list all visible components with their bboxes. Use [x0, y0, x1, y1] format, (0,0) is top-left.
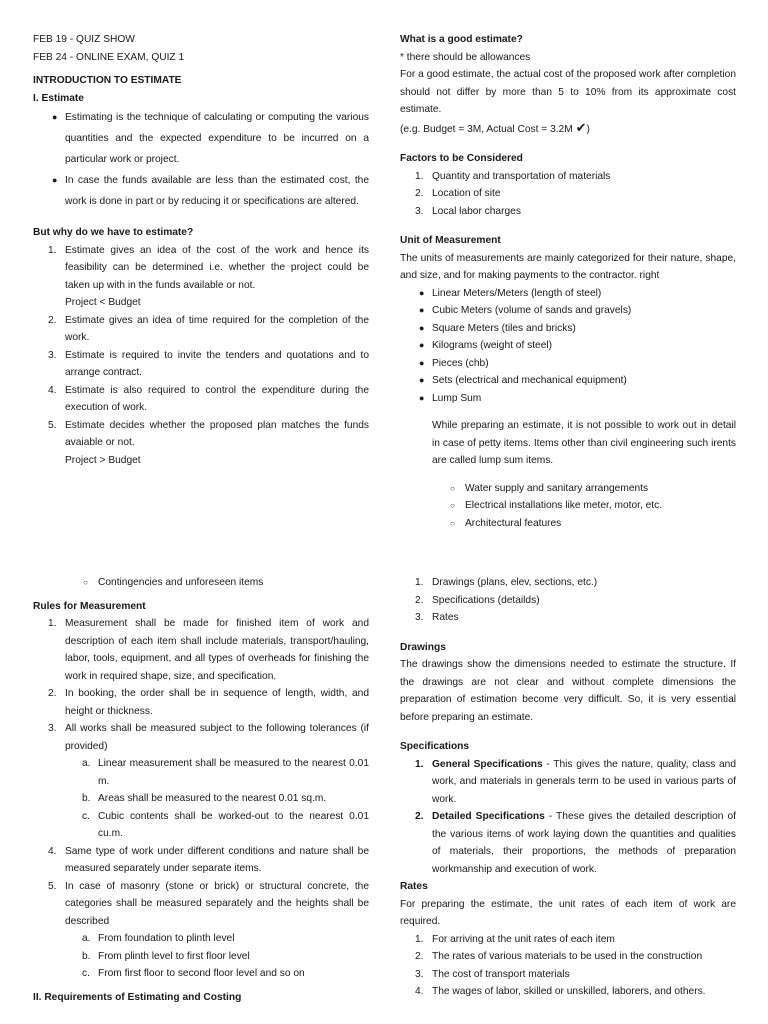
list-item: ○ Water supply and sanitary arrangements	[400, 480, 736, 498]
bullet-icon: ●	[52, 175, 58, 185]
list-item: 2. Estimate gives an idea of time required for the completion of the work.	[48, 314, 369, 343]
list-item: a. From foundation to plinth level	[82, 933, 235, 944]
specifications-list	[400, 756, 736, 879]
requirements-title: II. Requirements of Estimating and Costing	[33, 991, 242, 1003]
carry-list	[33, 574, 369, 592]
header-line: FEB 19 - QUIZ SHOW	[33, 34, 135, 45]
list-item: c. Cubic contents shall be worked-out to the nearest 0.01 cu.m.	[82, 810, 369, 839]
heights-list	[65, 930, 369, 983]
list-item: ● Sets (electrical and mechanical equipment)	[400, 372, 736, 390]
rates-list	[400, 931, 736, 1001]
bullet-icon: ●	[419, 305, 425, 315]
header-line: FEB 24 - ONLINE EXAM, QUIZ 1	[33, 51, 185, 63]
bullet-icon: ●	[52, 112, 58, 122]
list-item: 3. Estimate is required to invite the tenders and quotations and to arrange contract.	[48, 349, 369, 378]
list-item: 3. Local labor charges	[415, 205, 521, 217]
list-item: 1. General Specifications - This gives the nature, quality, class and work, and materials in generals term to be used in various parts of work.	[415, 758, 736, 805]
list-item: 2. Detailed Specifications - These gives the detailed description of the various items of work laying down the quantities and qualities of materials, their proportions, the methods of preparation workmanship and execution of work.	[415, 811, 736, 875]
list-item: ○ Electrical installations like meter, motor, etc.	[400, 497, 736, 515]
rates-title: Rates	[400, 881, 428, 892]
list-item: 4. Estimate is also required to control the expenditure during the execution of work.	[48, 384, 369, 413]
list-item: ● Cubic Meters (volume of sands and gravels)	[400, 302, 736, 320]
why-title: But why do we have to estimate?	[33, 227, 194, 238]
list-item: 3. The cost of transport materials	[415, 968, 570, 980]
unit-title: Unit of Measurement	[400, 235, 501, 246]
list-item: b. Areas shall be measured to the nearest 0.01 sq.m.	[82, 793, 327, 804]
bullet-icon: ●	[419, 375, 425, 385]
list-item: ● Estimating is the technique of calculating or computing the various quantities and the expected expenditure to be incurred on a particular work or project.	[33, 107, 369, 170]
why-list	[33, 242, 369, 470]
bullet-icon: ●	[419, 287, 425, 298]
list-item: ○ Architectural features	[400, 515, 736, 533]
list-item: ● Linear Meters/Meters (length of steel)	[400, 285, 736, 303]
good-estimate-example: (e.g. Budget = 3M, Actual Cost = 3.2M ✔)	[400, 119, 590, 135]
rules-list	[33, 615, 369, 983]
rates-text: For preparing the estimate, the unit rates of each item of work are required.	[400, 898, 736, 927]
list-item: 1. Estimate gives an idea of the cost of the work and hence its feasibility can be determined i.e. whether the project could be taken up with in the funds available or not. Project < Budget	[33, 242, 369, 312]
bottom-left-column	[33, 574, 369, 1006]
good-estimate-text: For a good estimate, the actual cost of the proposed work after completion should not differ by more than 5 to 10% from its approximate cost estimate.	[400, 69, 736, 115]
item-note: Project < Budget	[65, 297, 141, 308]
bullet-icon: ●	[419, 322, 425, 333]
list-item: 5. In case of masonry (stone or brick) or structural concrete, the categories shall be measured separately and the heights shall be described a. From foundation to plinth level b. From plinth level to first floor level c. From first floor to second floor level and so on	[33, 878, 369, 983]
circle-bullet-icon: ○	[450, 518, 455, 528]
list-item: ○ Contingencies and unforeseen items	[33, 574, 369, 592]
lump-sum-text: While preparing an estimate, it is not possible to work out in detail in case of petty items. Items other than civil engineering such irents are called lump sum items.	[432, 420, 736, 467]
list-item: 4. The wages of labor, skilled or unskilled, laborers, and others.	[415, 986, 706, 997]
list-item: 2. Location of site	[415, 188, 501, 199]
lump-sum-list	[400, 480, 736, 533]
bullet-icon: ●	[419, 357, 425, 368]
top-right-column	[400, 31, 736, 532]
estimate-bullet-list	[33, 107, 369, 212]
list-item: 3. Rates	[415, 612, 459, 623]
drawings-text: The drawings show the dimensions needed to estimate the structure. If the drawings are not clear and without complete dimensions the preparation of estimation become very difficult. So, it is very essential before preparing an estimate.	[400, 659, 736, 723]
list-item: 2. In booking, the order shall be in sequence of length, width, and height or thickness.	[48, 688, 369, 717]
list-item: 1. Measurement shall be made for finished item of work and description of each item shall include materials, transport/hauling, labor, tools, equipment, and all types of overheads for finishing the work in required shape, size, and specification.	[48, 618, 369, 682]
list-item: 2. The rates of various materials to be used in the construction	[415, 951, 703, 962]
list-item: ● Kilograms (weight of steel)	[400, 337, 736, 355]
good-estimate-title: What is a good estimate?	[400, 34, 523, 45]
factors-list	[400, 168, 736, 221]
list-item: ● Square Meters (tiles and bricks)	[400, 320, 736, 338]
list-item: 5. Estimate decides whether the proposed plan matches the funds avaiable or not. Project > Budget	[33, 417, 369, 470]
unit-text: The units of measurements are mainly categorized for their nature, shape, and size, and for making payments to the contractor. right	[400, 252, 736, 281]
tolerance-list	[65, 755, 369, 843]
list-item: 1. Drawings (plans, elev, sections, etc.)	[415, 577, 598, 588]
list-item: a. Linear measurement shall be measured to the nearest 0.01 m.	[82, 758, 369, 787]
bullet-icon: ●	[419, 340, 425, 350]
list-item: 4. Same type of work under different conditions and nature shall be measured separately under separate items.	[48, 845, 369, 874]
drawings-title: Drawings	[400, 641, 446, 653]
list-item: 1. For arriving at the unit rates of each item	[415, 933, 615, 945]
list-item: ● In case the funds available are less than the estimated cost, the work is done in part or by reducing it or specifications are altered.	[33, 170, 369, 212]
list-item: 2. Specifications (detailds)	[415, 594, 540, 606]
specifications-title: Specifications	[400, 741, 470, 752]
list-item: ● Pieces (chb)	[400, 355, 736, 373]
requirements-list	[400, 574, 736, 627]
top-left-column	[33, 31, 369, 469]
item-note: Project > Budget	[65, 454, 141, 466]
bullet-icon: ●	[419, 392, 425, 403]
intro-title: INTRODUCTION TO ESTIMATE	[33, 75, 182, 86]
good-estimate-note: * there should be allowances	[400, 51, 531, 63]
circle-bullet-icon: ○	[83, 578, 88, 587]
circle-bullet-icon: ○	[450, 501, 455, 511]
bottom-right-column	[400, 574, 736, 1001]
units-list	[400, 285, 736, 408]
list-item: c. From first floor to second floor level and so on	[82, 968, 305, 979]
list-item: b. From plinth level to first floor level	[82, 950, 250, 962]
check-icon: ✔	[575, 119, 587, 135]
rules-title: Rules for Measurement	[33, 600, 146, 612]
list-item: 1. Quantity and transportation of materials	[415, 170, 611, 182]
factors-title: Factors to be Considered	[400, 153, 523, 164]
circle-bullet-icon: ○	[450, 483, 455, 493]
section-estimate-title: I. Estimate	[33, 92, 84, 104]
list-item: 3. All works shall be measured subject to the following tolerances (if provided) a. Linear measurement shall be measured to the nearest 0.01 m. b. Areas shall be measured to the nearest 0.01 sq.m. c. Cubic contents shall be worked-out to the nearest 0.01 cu.m.	[33, 720, 369, 843]
list-item: ● Lump Sum	[400, 390, 736, 408]
